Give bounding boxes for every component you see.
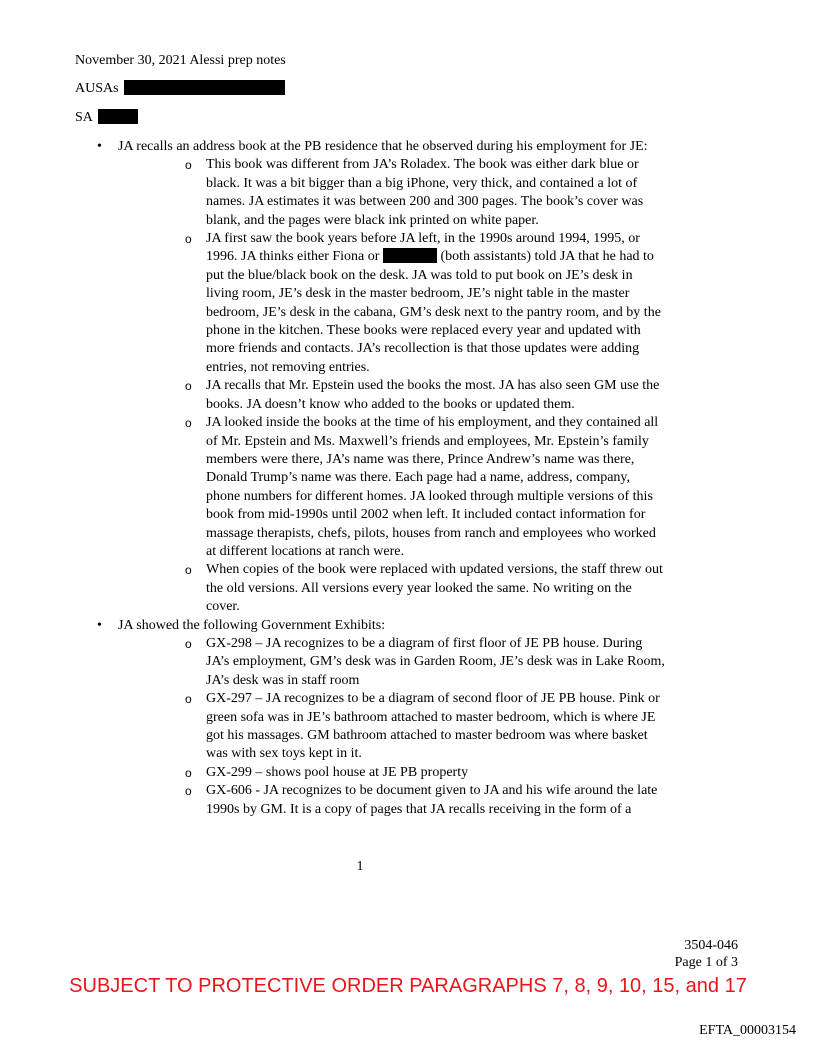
page-number: 1 (356, 859, 364, 874)
sub-item: o This book was different from JA’s Roladex. The book was either dark blue or black. It was a bit bigger than a big iPhone, very thick, and contained a lot of names. JA estimates it was between 200 and 300 pages. The book’s cover was blank, and the pages were black ink printed on white paper. (118, 156, 675, 230)
sub-list (118, 156, 675, 616)
bullet-exhibits (75, 617, 675, 819)
ausas-line (75, 80, 285, 98)
bullet-text: • JA showed the following Government Exhibits: (118, 617, 386, 633)
bullet-address-book (75, 138, 675, 617)
efta-number: EFTA_00003154 (699, 1023, 796, 1038)
sub-item: o GX-606 - JA recognizes to be document given to JA and his wife around the late 1990s by GM. It is a copy of pages that JA recalls receiving in the form of a (118, 782, 675, 819)
sub-item: o GX-298 – JA recognizes to be a diagram of first floor of JE PB house. During JA’s employment, GM’s desk was in Garden Room, JE’s desk was in Lake Room, JA’s desk was in staff room (118, 635, 675, 690)
sub-item: o JA looked inside the books at the time of his employment, and they contained all of Mr. Epstein and Ms. Maxwell’s friends and employees, Mr. Epstein’s family members were there, JA’s name was there, Prince Andrew’s name was there, Donald Trump’s name was there. Each page had a name, address, company, phone numbers for different homes. JA looked through multiple versions of this book from mid-1990s until 2002 when left. It included contact information for massage therapists, chefs, pilots, houses from ranch and employees who worked at different locations at ranch were. (118, 414, 675, 561)
sub-item-text: JA first saw the book years before JA left, in the 1990s around 1994, 1995, or 1996. JA thinks either Fiona or (206, 231, 640, 265)
bullet-text: • JA recalls an address book at the PB residence that he observed during his employment for JE: (118, 139, 648, 154)
notes-list (75, 138, 675, 819)
sub-item: o JA recalls that Mr. Epstein used the books the most. JA has also seen GM use the books. JA doesn’t know who added to the books or updated them. (118, 377, 675, 414)
protective-order-notice: SUBJECT TO PROTECTIVE ORDER PARAGRAPHS 7, 8, 9, 10, 15, and 17 (69, 975, 747, 997)
sub-item (118, 230, 675, 377)
redaction-box (124, 80, 285, 95)
sub-item: o GX-299 – shows pool house at JE PB property (118, 764, 675, 782)
ausas-label: AUSAs (75, 81, 119, 96)
sub-item: o When copies of the book were replaced with updated versions, the staff threw out the old versions. All versions every year looked the same. No writing on the cover. (118, 561, 675, 616)
redaction-box (383, 248, 437, 263)
sa-line (75, 109, 138, 127)
document-id (675, 937, 738, 971)
redaction-box (98, 109, 138, 124)
page-of: Page 1 of 3 (674, 955, 738, 970)
document-title: November 30, 2021 Alessi prep notes (75, 53, 286, 68)
sub-list (118, 635, 675, 819)
doc-id-number: 3504-046 (684, 938, 738, 953)
sub-item: o GX-297 – JA recognizes to be a diagram of second floor of JE PB house. Pink or green sofa was in JE’s bathroom attached to master bedroom, which is where JE got his massages. GM bathroom attached to master bedroom was where basket was with sex toys kept in it. (118, 690, 675, 764)
sub-item-text: (both assistants) told JA that he had to put the blue/black book on the desk. JA was told to put book on JE’s desk in living room, JE’s desk in the master bedroom, JE’s night table in the master bedroom, JE’s desk in the cabana, GM’s desk next to the pantry room, and by the phone in the kitchen. These books were replaced every year and updated with more friends and contacts. JA’s recollection is that those updates were adding entries, not removing entries. (206, 249, 661, 375)
sa-label: SA (75, 110, 93, 125)
